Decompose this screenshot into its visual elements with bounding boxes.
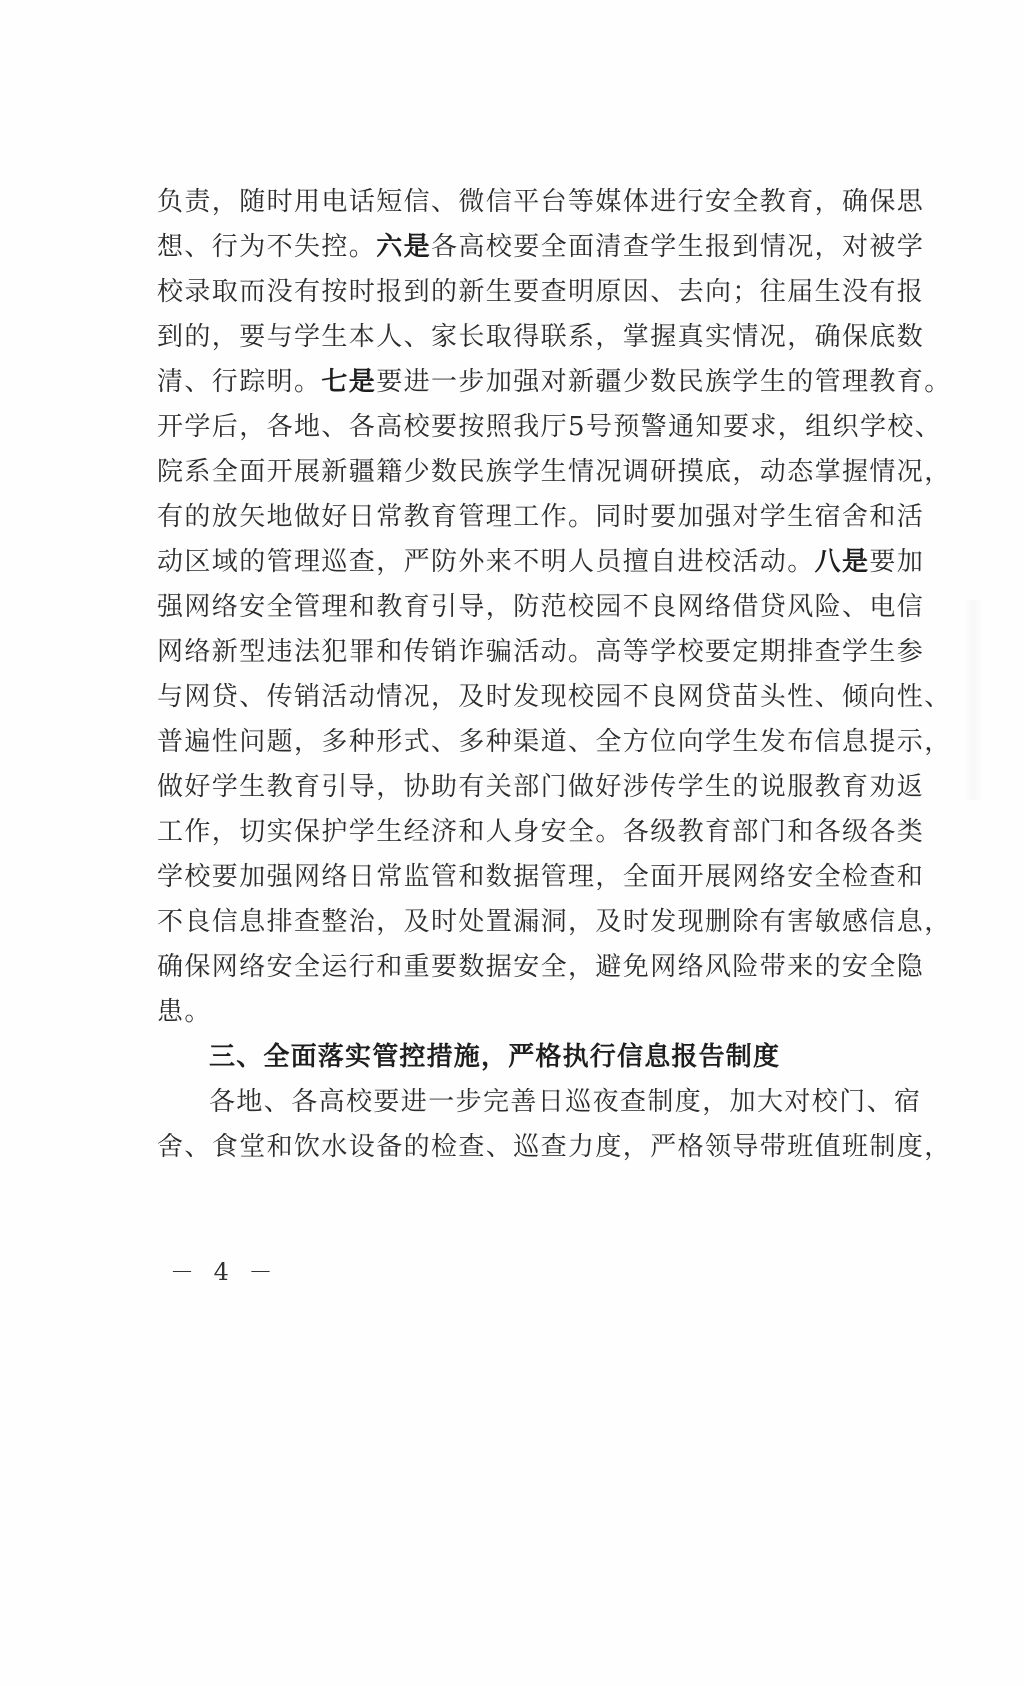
body-line: 院系全面开展新疆籍少数民族学生情况调研摸底，动态掌握情况， xyxy=(157,457,952,487)
body-line: 负责，随时用电话短信、微信平台等媒体进行安全教育，确保思 xyxy=(157,187,925,217)
body-line: 普遍性问题，多种形式、多种渠道、全方位向学生发布信息提示， xyxy=(157,727,952,757)
section-line: 舍、食堂和饮水设备的检查、巡查力度，严格领导带班值班制度， xyxy=(157,1132,952,1162)
body-line: 患。 xyxy=(157,997,212,1027)
body-line: 与网贷、传销活动情况，及时发现校园不良网贷苗头性、倾向性、 xyxy=(157,682,952,712)
emphasis-seven: 七是 xyxy=(321,367,377,397)
body-line: 网络新型违法犯罪和传销诈骗活动。高等学校要定期排查学生参 xyxy=(157,637,925,667)
body-line: 做好学生教育引导，协助有关部门做好涉传学生的说服教育劝返 xyxy=(157,772,925,802)
body-line: 强网络安全管理和教育引导，防范校园不良网络借贷风险、电信 xyxy=(157,592,925,622)
body-line: 有的放矢地做好日常教育管理工作。同时要加强对学生宿舍和活 xyxy=(157,502,925,532)
body-line: 确保网络安全运行和重要数据安全，避免网络风险带来的安全隐 xyxy=(157,952,925,982)
body-line: 校录取而没有按时报到的新生要查明原因、去向；往届生没有报 xyxy=(157,277,925,307)
body-line: 到的，要与学生本人、家长取得联系，掌握真实情况，确保底数 xyxy=(157,322,925,352)
page-number: － 4 － xyxy=(170,1258,279,1286)
body-line: 不良信息排查整治，及时处置漏洞，及时发现删除有害敏感信息， xyxy=(157,907,952,937)
body-text xyxy=(157,180,952,1170)
emphasis-eight: 八是 xyxy=(814,547,870,577)
body-line: 想、行为不失控。六是各高校要全面清查学生报到情况，对被学 xyxy=(157,232,925,262)
body-line: 学校要加强网络日常监管和数据管理，全面开展网络安全检查和 xyxy=(157,862,925,892)
section-line: 各地、各高校要进一步完善日巡夜查制度，加大对校门、宿 xyxy=(209,1087,922,1117)
body-line: 动区域的管理巡查，严防外来不明人员擅自进校活动。八是要加 xyxy=(157,547,925,577)
body-line: 工作，切实保护学生经济和人身安全。各级教育部门和各级各类 xyxy=(157,817,925,847)
section-heading: 三、全面落实管控措施，严格执行信息报告制度 xyxy=(209,1042,781,1072)
emphasis-six: 六是 xyxy=(376,232,432,262)
body-line: 清、行踪明。七是要进一步加强对新疆少数民族学生的管理教育。 xyxy=(157,367,952,397)
body-line: 开学后，各地、各高校要按照我厅5号预警通知要求，组织学校、 xyxy=(157,412,943,442)
scan-shadow xyxy=(964,600,984,800)
